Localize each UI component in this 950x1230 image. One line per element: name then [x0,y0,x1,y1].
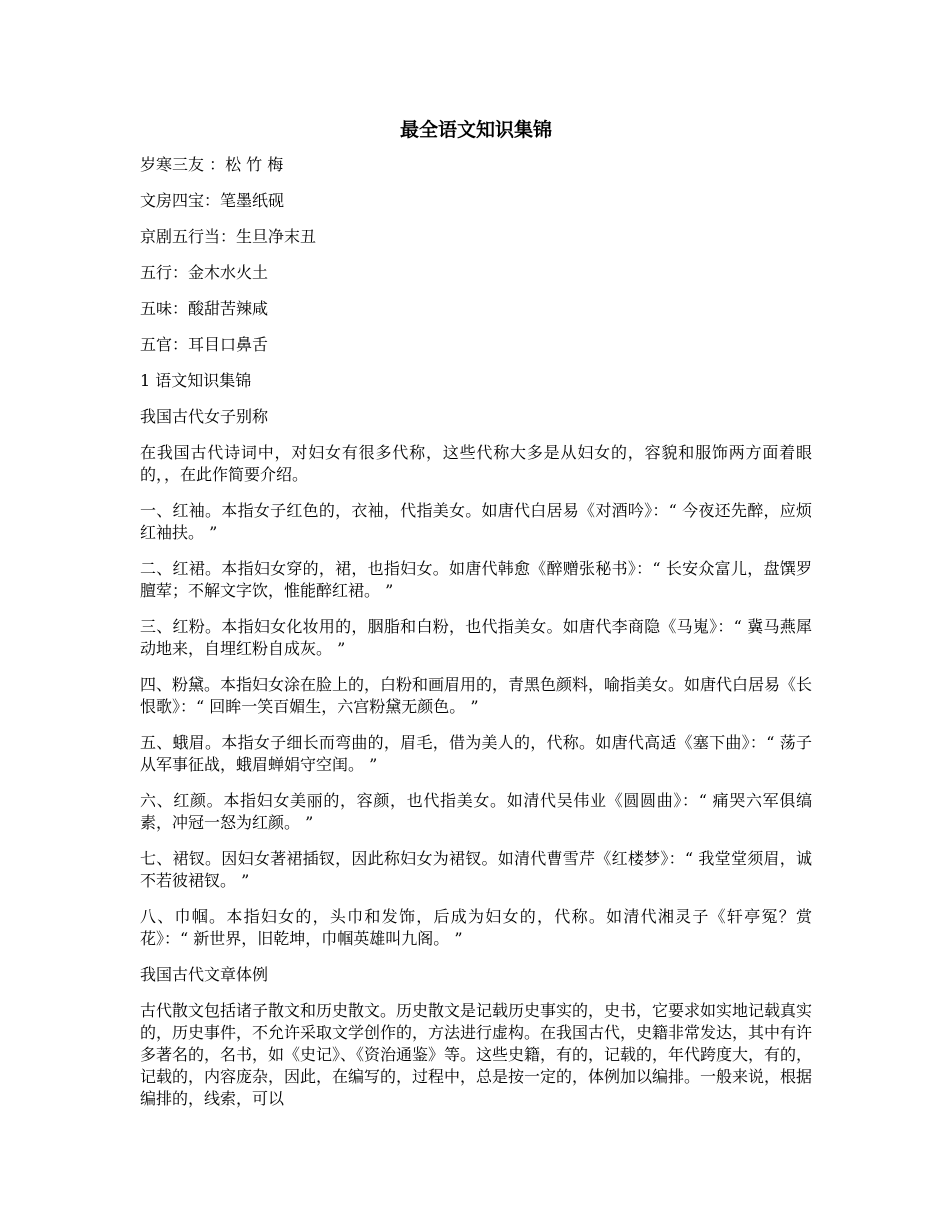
paragraph-hongxiu: 一、红袖。本指女子红色的，衣袖，代指美女。如唐代白居易《对酒吟》：“ 今夜还先醉，应烦红袖扶。 ” [140,501,812,542]
paragraph-hongqun: 二、红裙。本指妇女穿的，裙，也指妇女。如唐代韩愈《醉赠张秘书》：“ 长安众富儿，盘馔罗膻荤；不解文字饮，惟能醉红裙。 ” [140,559,812,600]
text-line-suihan: 岁寒三友 ：松 竹 梅 [140,155,284,174]
document-page [140,116,812,1124]
text-line-jingju: 京剧五行当：生旦净末丑 [140,227,317,246]
paragraph-hongfen: 三、红粉。本指妇女化妆用的，胭脂和白粉，也代指美女。如唐代李商隐《马嵬》：“ 冀马燕犀动地来，自埋红粉自成灰。 ” [140,617,812,658]
paragraph-qunchai: 七、裙钗。因妇女著裙插钗，因此称妇女为裙钗。如清代曹雪芹《红楼梦》：“ 我堂堂须眉，诚不若彼裙钗。 ” [140,849,812,890]
paragraph-intro: 在我国古代诗词中，对妇女有很多代称，这些代称大多是从妇女的，容貌和服饰两方面着眼的，，在此作简要介绍。 [140,443,812,484]
paragraph-emei: 五、蛾眉。本指女子细长而弯曲的，眉毛，借为美人的，代称。如唐代高适《塞下曲》：“ 荡子从军事征战，蛾眉蝉娟守空闺。 ” [140,733,812,774]
paragraph-fendai: 四、粉黛。本指妇女涂在脸上的，白粉和画眉用的，青黑色颜料，喻指美女。如唐代白居易《长恨歌》：“ 回眸一笑百媚生，六宫粉黛无颜色。 ” [140,675,813,716]
text-line-wuxing: 五行：金木水火土 [140,263,269,282]
paragraph-hongyan: 六、红颜。本指妇女美丽的，容颜，也代指美女。如清代吴伟业《圆圆曲》：“ 痛哭六军俱缟素，冲冠一怒为红颜。 ” [140,791,812,832]
document-title: 最全语文知识集锦 [399,119,552,141]
paragraph-prose: 古代散文包括诸子散文和历史散文。历史散文是记载历史事实的，史书，它要求如实地记载真实的，历史事件，不允许采取文学创作的，方法进行虚构。在我国古代，史籍非常发达，其中有许多著名的，名书，如《史记》、《资治通鉴》等。这些史籍，有的，记载的，年代跨度大，有的，记载的，内容庞杂，因此，在编写的，过程中，总是按一定的，体例加以编排。一般来说，根据编排的，线索，可以 [140,1001,813,1108]
text-line-wuguan: 五官：耳目口鼻舌 [140,335,269,354]
section-heading-knowledge: 1 语文知识集锦 [140,371,252,390]
text-line-wenfang: 文房四宝：笔墨纸砚 [140,191,285,210]
section-heading-article-styles: 我国古代文章体例 [140,965,269,984]
section-heading-women-names: 我国古代女子别称 [140,407,269,426]
text-line-wuwei: 五味：酸甜苦辣咸 [140,299,269,318]
paragraph-jinguo: 八、巾帼。本指妇女的，头巾和发饰，后成为妇女的，代称。如清代湘灵子《轩亭冤？赏花》：“ 新世界，旧乾坤，巾帼英雄叫九阁。 ” [140,907,812,948]
